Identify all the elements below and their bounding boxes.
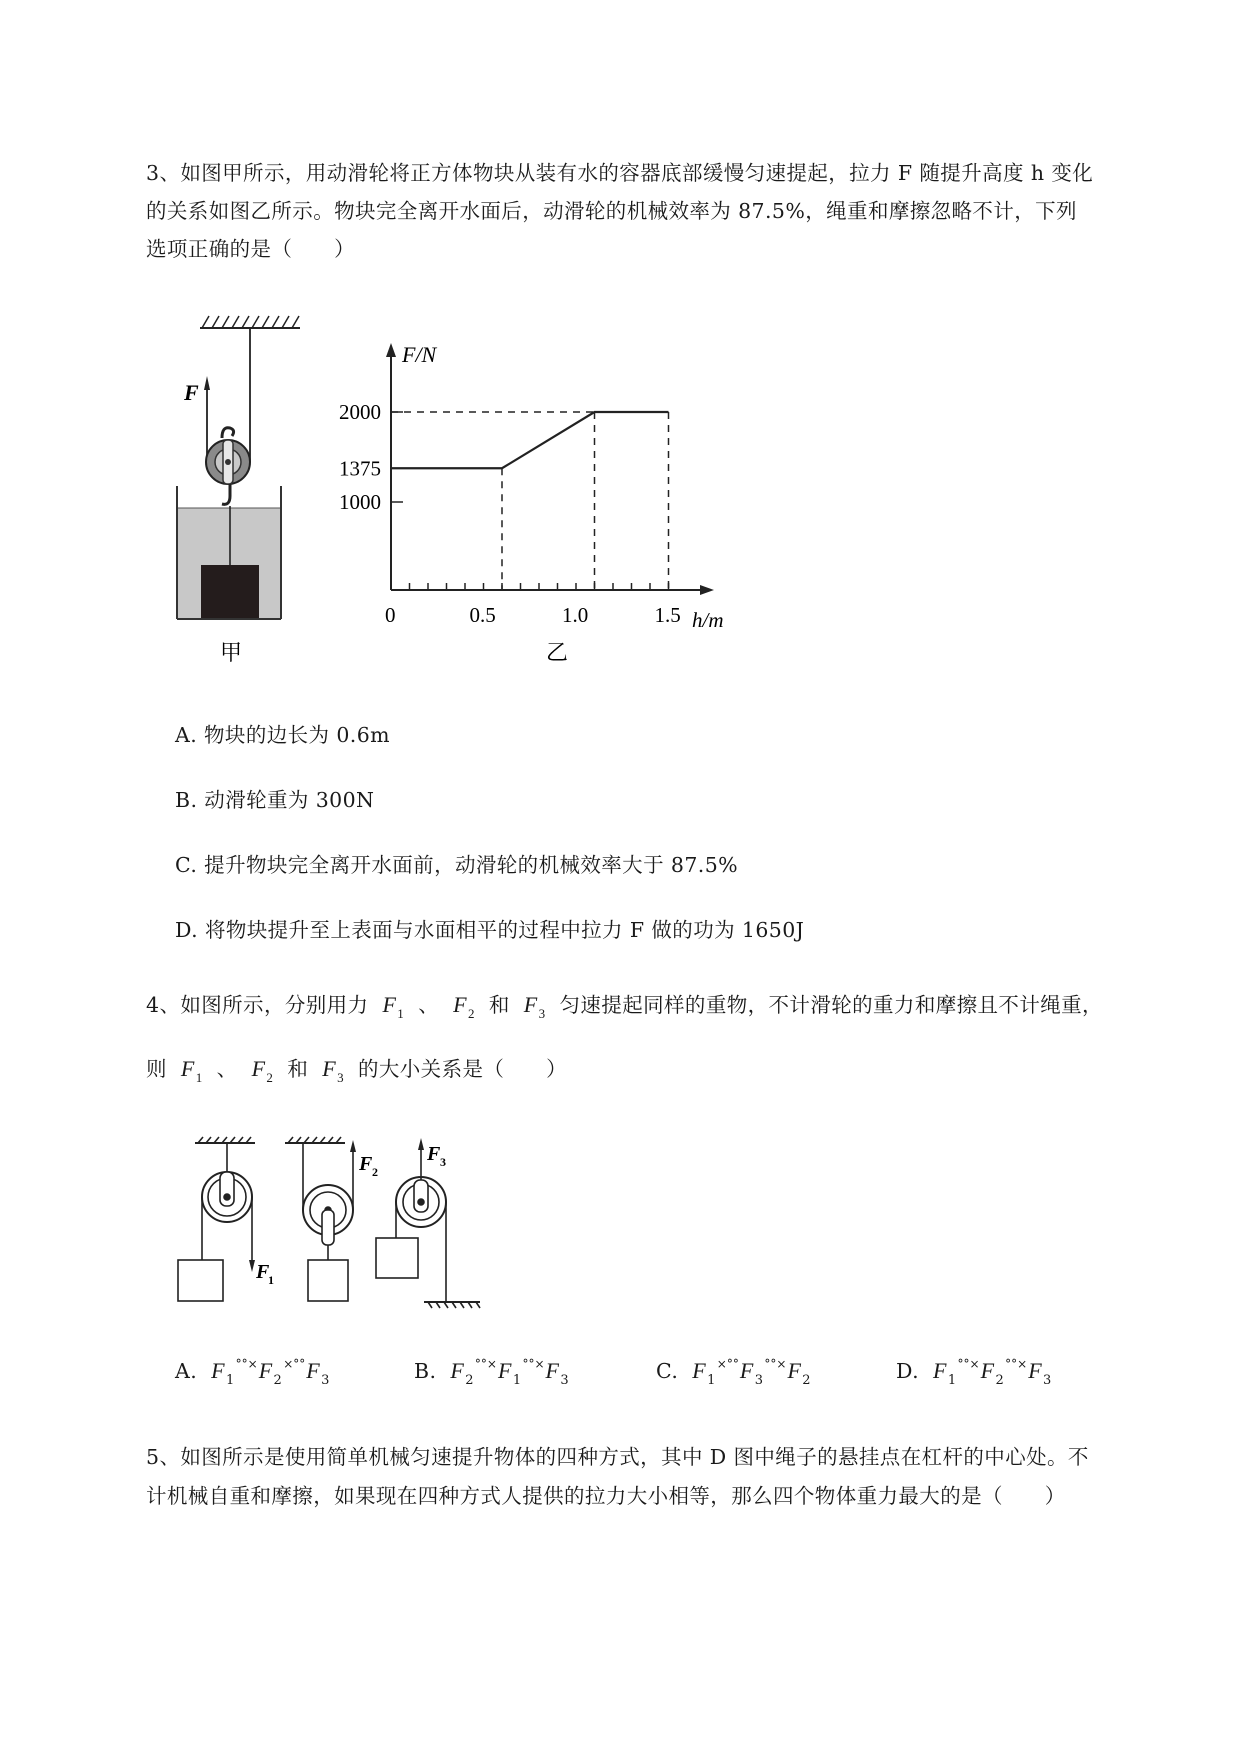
x-tick-label: 0.5 bbox=[469, 603, 496, 627]
y-axis-label: F/N bbox=[402, 342, 437, 367]
q4-option-b: B. $F_2^{^\circ^\circ\times}F_1^{^\circ^\circ\times}F_3$ bbox=[414, 1357, 570, 1388]
q4-figure-three-pulleys bbox=[170, 1120, 500, 1310]
q4-line1-prefix: 4、如图所示，分别用力 bbox=[146, 993, 369, 1017]
q3-option-d: D. 将物块提升至上表面与水面相平的过程中拉力 F 做的功为 1650J bbox=[175, 918, 805, 942]
q4-and-2: 和 bbox=[287, 1057, 309, 1081]
y-tick-label: 1375 bbox=[339, 456, 381, 481]
q3-force-label: F bbox=[184, 380, 199, 405]
q4-f1-b: $F_1$ bbox=[180, 1056, 203, 1085]
q4-fig-label-s1: 1 bbox=[268, 1273, 274, 1287]
q3-figure-pulley-container bbox=[160, 300, 310, 670]
q4-f3: $F_3$ bbox=[523, 992, 546, 1021]
q4-f1: $F_1$ bbox=[382, 992, 405, 1021]
q5-text-line-1: 5、如图所示是使用简单机械匀速提升物体的四种方式，其中 D 图中绳子的悬挂点在杠杆的中心处。不 bbox=[146, 1445, 1089, 1469]
series-line bbox=[391, 412, 669, 468]
q4-option-a: A. $F_1^{^\circ^\circ\times}F_2^{\times^\circ^\circ}F_3$ bbox=[175, 1357, 330, 1388]
q3-text-line-3: 选项正确的是（ ） bbox=[146, 237, 355, 261]
q3-option-b: B. 动滑轮重为 300N bbox=[175, 788, 375, 812]
q4-text-line-2 bbox=[146, 1052, 567, 1085]
x-axis-label: h/m bbox=[692, 608, 724, 632]
q4-text-line-1 bbox=[146, 988, 1103, 1021]
y-axis-arrow bbox=[386, 343, 396, 357]
x-axis-arrow bbox=[700, 585, 714, 595]
q3-force-height-chart bbox=[330, 330, 750, 670]
q4-f3-b: $F_3$ bbox=[322, 1056, 344, 1085]
q3-text-line-1: 3、如图甲所示，用动滑轮将正方体物块从装有水的容器底部缓慢匀速提起，拉力 F 随提升高度 h 变化 bbox=[146, 161, 1094, 185]
q4-option-c: C. $F_1^{\times^\circ^\circ}F_3^{^\circ^\circ\times}F_2$ bbox=[656, 1357, 811, 1388]
q4-sep-1: 、 bbox=[418, 993, 440, 1017]
q4-option-d: D. $F_1^{^\circ^\circ\times}F_2^{^\circ^\circ\times}F_3$ bbox=[896, 1357, 1052, 1388]
q4-sep-2: 、 bbox=[216, 1057, 238, 1081]
y-tick-label: 2000 bbox=[339, 400, 381, 424]
x-tick-label: 1.5 bbox=[654, 603, 681, 627]
x-tick-label: 1.0 bbox=[562, 603, 589, 627]
q4-fig-label-f2: F bbox=[359, 1153, 373, 1175]
q4-and-1: 和 bbox=[488, 993, 510, 1017]
q5-text-line-2: 计机械自重和摩擦，如果现在四种方式人提供的拉力大小相等，那么四个物体重力最大的是（ ） bbox=[146, 1484, 1066, 1508]
q3-fig-caption-right: 乙 bbox=[546, 641, 569, 666]
q4-fig-label-f1: F bbox=[256, 1261, 270, 1283]
q4-line2-prefix: 则 bbox=[146, 1057, 167, 1081]
q3-option-a: A. 物块的边长为 0.6m bbox=[175, 723, 390, 747]
y-tick-label: 1000 bbox=[339, 490, 381, 514]
x-tick-label: 0 bbox=[385, 603, 396, 627]
q4-line1-suffix: 匀速提起同样的重物，不计滑轮的重力和摩擦且不计绳重， bbox=[559, 993, 1103, 1017]
q4-f2-b: $F_2$ bbox=[251, 1056, 274, 1085]
q4-line2-suffix: 的大小关系是（ ） bbox=[357, 1057, 567, 1081]
q4-fig-label-s3: 3 bbox=[440, 1155, 446, 1169]
q4-fig-label-s2: 2 bbox=[372, 1165, 378, 1179]
q3-option-c: C. 提升物块完全离开水面前，动滑轮的机械效率大于 87.5% bbox=[175, 853, 739, 877]
q4-f2: $F_2$ bbox=[453, 992, 475, 1021]
q4-fig-label-f3: F bbox=[427, 1143, 441, 1165]
q3-fig-caption-left: 甲 bbox=[220, 641, 243, 666]
q3-text-line-2: 的关系如图乙所示。物块完全离开水面后，动滑轮的机械效率为 87.5%，绳重和摩擦忽略不计，下列 bbox=[146, 199, 1077, 223]
